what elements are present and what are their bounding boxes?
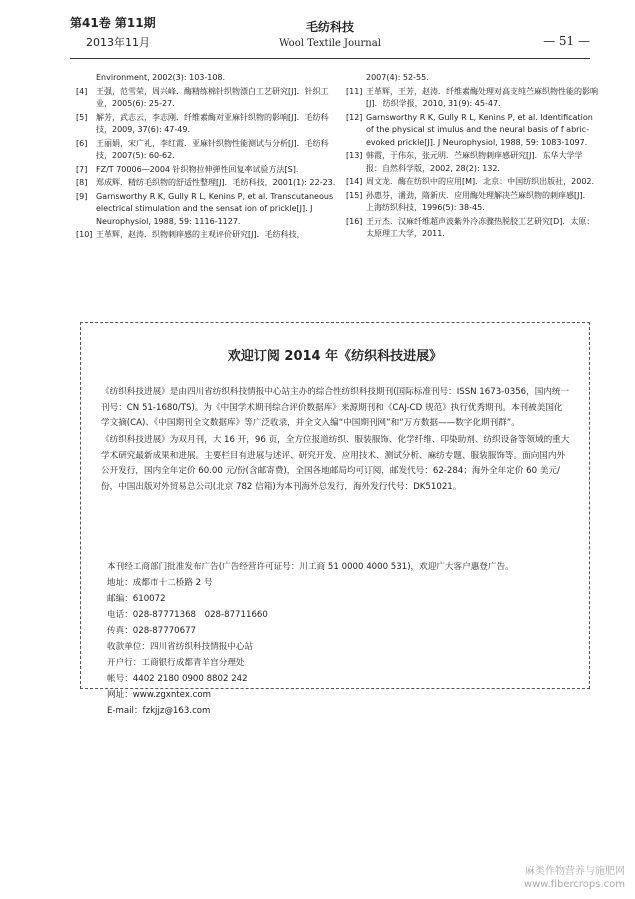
page-number: — 51 — xyxy=(543,34,590,48)
phone-line: 电话：028-87771368 028-87711660 xyxy=(107,610,268,620)
fax-line: 传真：028-87770677 xyxy=(107,626,197,636)
references-right-column xyxy=(346,72,598,242)
reference-item: [13] 韩霞，于伟东，张元明．苎麻织物刺痒感研究[J]．东华大学学报：自然科学版，2002, 28(2): 132. xyxy=(346,151,583,173)
journal-title-cn: 毛纺科技 xyxy=(305,20,354,34)
ad-paragraph-intro: 《纺织科技进展》是由四川省纺织科技情报中心站主办的综合性纺织科技期刊(国际标准刊号：ISSN 1673-0356，国内统一刊号：CN 51-1680/TS)。为《中国学术期刊综合评价数据库》来源期刊和《CAJ-CD 规范》执行优秀期刊。本刊被美国化学文摘(CA)、《中国期刊全文数据库》等广泛收录，并全文入编“中国期刊网”和“万方数据——数字化期刊群”。 xyxy=(101,387,570,428)
reference-item: 2007(4): 52-55. xyxy=(366,73,429,82)
reference-item: [6] 王丽娟，宋广礼，李红霞．亚麻针织物性能测试与分析[J]．毛纺科技，2007(5): 60-62. xyxy=(76,138,329,160)
watermark-url: www.fibercrops.com xyxy=(523,879,625,890)
reference-item: [10] 王革辉，赵涛．织物刺痒感的主观评价研究[J]．毛纺科技， xyxy=(76,230,305,239)
account-line: 帐号：4402 2180 0900 8802 242 xyxy=(107,674,248,684)
address-line: 地址：成都市十二桥路 2 号 xyxy=(107,578,213,588)
page-header xyxy=(70,6,590,58)
volume-issue: 第41卷 第11期 xyxy=(70,16,156,30)
reference-item: [16] 王亓杰．汉麻纤维超声波紫外冷冻骤热脱胶工艺研究[D]．太原：太原理工大学，2011. xyxy=(346,216,595,238)
reference-item: [7] FZ/T 70006—2004 针织物拉伸弹性回复率试验方法[S]. xyxy=(76,164,299,174)
reference-item: [8] 郑成辉．精纺毛织物的舒适性整理[J]．毛纺科技，2001(1): 22-23. xyxy=(76,178,336,187)
reference-item: [12] Garnsworthy R K, Gully R L, Kenins P, et al. Identification of the physical st imulus and the neural basis of f abric-evoked prickle[J]. J Neurophysiol, 1988, 59: 1083-1097. xyxy=(346,112,593,147)
reference-item: [11] 王革辉，王芳，赵涛．纤维素酶处理对高支纯苎麻织物性能的影响[J]．纺织学报，2010, 31(9): 45-47. xyxy=(346,86,598,108)
reference-item: [14] 周文龙．酶在纺织中的应用[M]．北京：中国纺织出版社，2002. xyxy=(346,177,595,186)
website-line: 网址：www.zgxntex.com xyxy=(107,690,211,700)
ad-license-line: 本刊经工商部门批准发布广告(广告经营许可证号：川工商 51 0000 4000 531)，欢迎广大客户惠登广告。 xyxy=(107,562,514,572)
reference-item: Environment, 2002(3): 103-108. xyxy=(96,73,226,82)
email-line: E-mail：fzkjjz@163.com xyxy=(107,706,211,716)
reference-item: [4] 王强，范雪荣，周兴峰．酶精练棉针织物漂白工艺研究[J]．针织工业，2005(6): 25-27. xyxy=(76,86,329,108)
watermark-line: 麻类作物营养与施肥网 xyxy=(525,866,625,877)
references-left-column xyxy=(76,72,338,243)
payee-line: 收款单位：四川省纺织科技情报中心站 xyxy=(107,642,254,652)
issue-date: 2013年11月 xyxy=(86,36,150,49)
postcode-line: 邮编：610072 xyxy=(107,594,166,604)
subscription-ad-box xyxy=(80,322,590,716)
reference-item: [9] Garnsworthy R K, Gully R L, Kenins P, et al. Transcutaneous electrical stimulation and the sensat ion of prickle[J]. J Neurophysiol, 1988, 59: 1116-1127. xyxy=(76,191,334,226)
ad-paragraph-details: 《纺织科技进展》为双月刊，大 16 开，96 页，全方位报道纺织、服装服饰、化学纤维、印染助剂、纺织设备等领域的重大学术研究最新成果和进展。主要栏目有进展与述评、研究开发、应用技术、测试分析、麻纺专题、服装服饰等。面向国内外公开发行，国内全年定价 60.00 元/份(含邮寄费)，全国各地邮局均可订阅，邮发代号：62-284；海外全年定价 60 美元/份，中国出版对外贸易总公司(北京 782 信箱)为本刊海外总发行，海外发行代号：DK51021。 xyxy=(101,435,570,492)
ad-title: 欢迎订阅 2014 年《纺织科技进展》 xyxy=(227,349,443,364)
watermark xyxy=(524,865,625,891)
contact-info xyxy=(107,559,547,719)
bank-line: 开户行：工商银行成都青羊宫分理处 xyxy=(107,658,245,668)
reference-item: [15] 孙惠芬，潘劲，隋新庆．应用酶处理解决苎麻织物的刺痒感[J]．上海纺织科技，1996(5): 38-45. xyxy=(346,190,591,212)
header-rule xyxy=(70,58,590,59)
reference-item: [5] 解芳，武志云，李志刚．纤维素酶对亚麻针织物的影响[J]．毛纺科技，2009, 37(6): 47-49. xyxy=(76,112,329,134)
journal-title-en: Wool Textile Journal xyxy=(279,38,381,49)
